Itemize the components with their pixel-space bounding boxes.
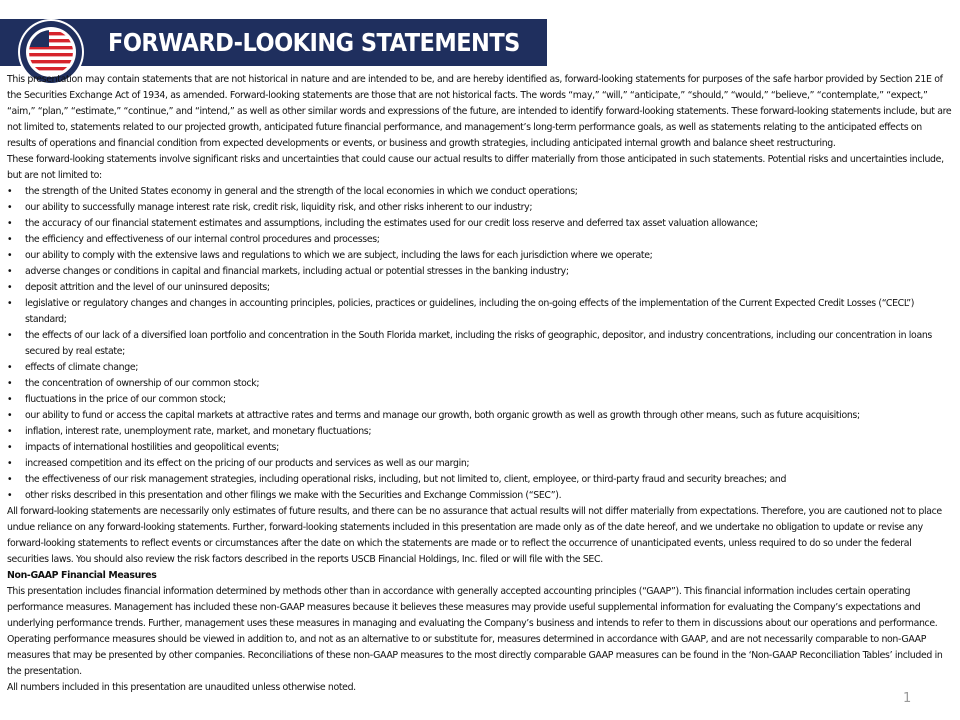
bullet-icon: • — [7, 186, 13, 197]
bullet-icon: • — [7, 202, 13, 213]
page-number: 1 — [903, 691, 912, 706]
conclusion-paragraph: All forward-looking statements are necessarily only estimates of future results, and there can be no assurance that actual results will not differ materially from expectations. Therefore, you are cautioned not to place undue reliance on any forward-looking statements. Further, forward-looking statements included in this presentation are made only as of the date hereof, and we undertake no obligation to update or revise any forward-looking statements to reflect events or circumstances after the date on which the statements are made or to reflect the occurrence of unanticipated events, unless required to do so under the federal securities laws. You should also review the risk factors described in the reports USCB Financial Holdings, Inc. filed or will file with the SEC. — [7, 506, 942, 565]
intro-paragraph: This presentation may contain statements that are not historical in nature and are intended to be, and are hereby identified as, forward-looking statements for purposes of the safe harbor provided by Section 21E of the Securities Exchange Act of 1934, as amended. Forward-looking statements are those that are not historical facts. The words “may,” “will,” “anticipate,” “should,” “would,” “believe,” “contemplate,” “expect,” “aim,” “plan,” “estimate,” “continue,” and “intend,” as well as other similar words and expressions of the future, are intended to identify forward-looking statements. These forward-looking statements include, but are not limited to, statements related to our projected growth, anticipated future financial performance, and management’s long-term performance goals, as well as statements relating to the anticipated effects on results of operations and financial condition from expected developments or events, or business and growth strategies, including anticipated internal growth and balance sheet restructuring. — [7, 74, 952, 149]
risk-item: • the accuracy of our financial statement estimates and assumptions, including the estimates used for our credit loss reserve and deferred tax asset valuation allowance; — [7, 216, 953, 232]
risk-item: • effects of climate change; — [7, 360, 953, 376]
risk-item: • deposit attrition and the level of our uninsured deposits; — [7, 280, 953, 296]
bullet-icon: • — [7, 394, 13, 405]
risk-item: • impacts of international hostilities and geopolitical events; — [7, 440, 953, 456]
risk-item: • increased competition and its effect on the pricing of our products and services as well as our margin; — [7, 456, 953, 472]
bullet-icon: • — [7, 490, 13, 501]
risk-list — [7, 184, 953, 504]
bullet-icon: • — [7, 442, 13, 453]
body-content — [7, 72, 953, 696]
risk-item: • the concentration of ownership of our common stock; — [7, 376, 953, 392]
non-gaap-paragraph: This presentation includes financial information determined by methods other than in accordance with generally accepted accounting principles (“GAAP”). This financial information includes certain operating performance measures. Management has included these non-GAAP measures because it believes these measures may provide useful supplemental information for evaluating the Company’s expectations and underlying performance trends. Further, management uses these measures in managing and evaluating the Company’s business and intends to refer to them in discussions about our operations and performance. Operating performance measures should be viewed in addition to, and not as an alternative to or substitute for, measures determined in accordance with GAAP, and are not necessarily comparable to non-GAAP measures that may be presented by other companies. Reconciliations of these non-GAAP measures to the most directly comparable GAAP measures can be found in the ‘Non-GAAP Reconciliation Tables’ included in the presentation. — [7, 586, 943, 677]
risk-item: • the efficiency and effectiveness of our internal control procedures and processes; — [7, 232, 953, 248]
non-gaap-heading: Non-GAAP Financial Measures — [7, 570, 157, 581]
bullet-icon: • — [7, 250, 13, 261]
bullet-icon: • — [7, 410, 13, 421]
risks-intro-paragraph: These forward-looking statements involve significant risks and uncertainties that could cause our actual results to differ materially from those anticipated in such statements. Potential risks and uncertainties include, but are not limited to: — [7, 154, 944, 181]
risk-item: • adverse changes or conditions in capital and financial markets, including actual or potential stresses in the banking industry; — [7, 264, 953, 280]
bullet-icon: • — [7, 458, 13, 469]
risk-item: • our ability to comply with the extensive laws and regulations to which we are subject, including the laws for each jurisdiction where we operate; — [7, 248, 953, 264]
risk-item: • other risks described in this presentation and other filings we make with the Securities and Exchange Commission (“SEC”). — [7, 488, 953, 504]
bullet-icon: • — [7, 426, 13, 437]
bullet-icon: • — [7, 266, 13, 277]
risk-item: • our ability to successfully manage interest rate risk, credit risk, liquidity risk, and other risks inherent to our industry; — [7, 200, 953, 216]
bullet-icon: • — [7, 330, 13, 341]
page-title: FORWARD-LOOKING STATEMENTS — [108, 28, 520, 57]
footnote: All numbers included in this presentation are unaudited unless otherwise noted. — [7, 682, 356, 693]
title-bar — [0, 19, 547, 66]
risk-item: • our ability to fund or access the capital markets at attractive rates and terms and manage our growth, both organic growth as well as growth through other means, such as future acquisitions; — [7, 408, 953, 424]
bullet-icon: • — [7, 362, 13, 373]
bullet-icon: • — [7, 378, 13, 389]
risk-item: • fluctuations in the price of our common stock; — [7, 392, 953, 408]
bullet-icon: • — [7, 282, 13, 293]
risk-item: • the strength of the United States economy in general and the strength of the local economies in which we conduct operations; — [7, 184, 953, 200]
bullet-icon: • — [7, 474, 13, 485]
risk-item: • the effectiveness of our risk management strategies, including operational risks, including, but not limited to, client, employee, or third-party fraud and security breaches; and — [7, 472, 953, 488]
bullet-icon: • — [7, 234, 13, 245]
risk-item: • inflation, interest rate, unemployment rate, market, and monetary fluctuations; — [7, 424, 953, 440]
risk-item: • the effects of our lack of a diversified loan portfolio and concentration in the South Florida market, including the risks of geographic, depositor, and industry concentrations, including our concentration in loans secured by real estate; — [7, 330, 932, 357]
risk-item: • legislative or regulatory changes and changes in accounting principles, policies, practices or guidelines, including the on-going effects of the implementation of the Current Expected Credit Losses (“CECL”) standard; — [7, 298, 915, 325]
bullet-icon: • — [7, 298, 13, 309]
bullet-icon: • — [7, 218, 13, 229]
